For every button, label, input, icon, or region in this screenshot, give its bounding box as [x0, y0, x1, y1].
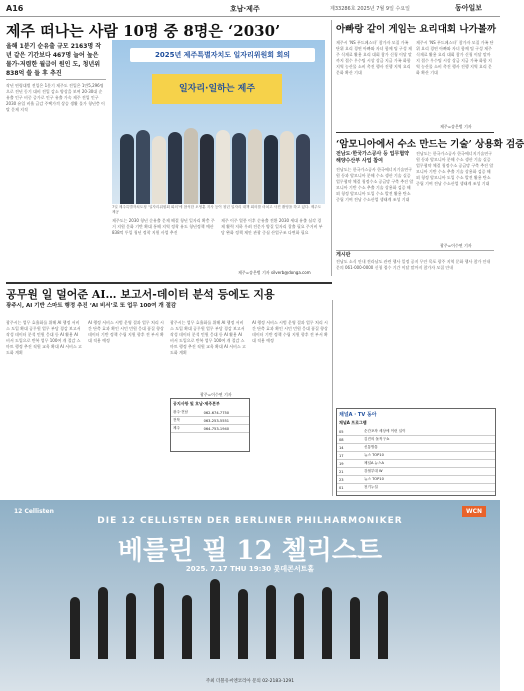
- table-row: [337, 428, 495, 436]
- article3-byline: 광주=이수연 기자: [440, 243, 472, 248]
- tv-show: 뉴스 TOP10: [362, 476, 495, 484]
- contact-box: [170, 398, 250, 452]
- divider: [336, 250, 494, 251]
- article3-lead: 전남도·한국가스공사 등 업무협약 해양수산부 사업 참여: [336, 151, 410, 164]
- person: [168, 132, 182, 204]
- tv-show: 채널A 뉴스A: [362, 460, 495, 468]
- article1-headline: 제주 떠나는 사람 10명 중 8명은 ‘2030’: [6, 22, 281, 40]
- table-row: [337, 476, 495, 484]
- issue-date: 제33286호 2025년 7월 9일 수요일: [330, 6, 410, 12]
- cellist: [322, 587, 332, 659]
- ad-title-en: DIE 12 CELLISTEN DER BERLINER PHILHARMONIKER: [97, 516, 403, 526]
- person: [264, 135, 278, 204]
- article4-body-col4: AI 행정 서비스 시범 운영 결과 업무 처리 시간 단축 효과 확인 시민 민원 응대 품질 향상 데이터 기반 정책 수립 지원 향후 전 부서 확대 적용 예정: [252, 320, 328, 343]
- person: [280, 131, 294, 204]
- tv-channel: 채널A: [339, 412, 353, 418]
- person: [184, 128, 198, 204]
- cellist: [182, 595, 192, 659]
- person: [152, 136, 166, 204]
- tv-time: 19: [337, 460, 362, 468]
- contact-phone: 063-253-5551: [202, 417, 249, 425]
- tv-title: 채널A 프로그램: [339, 420, 367, 425]
- ad-photo-cellists: [60, 580, 440, 675]
- tv-table: [337, 428, 495, 492]
- contact-title: 공지사항 및 호남·제주본부: [173, 401, 220, 406]
- cellist: [238, 589, 248, 659]
- contact-phone: 062-674-7750: [202, 409, 249, 417]
- contact-label: 전북: [171, 417, 202, 425]
- tv-time: 21: [337, 468, 362, 476]
- cellist: [154, 583, 164, 659]
- person: [200, 134, 214, 204]
- article1-body-col1: 작년 연령대별 전입은 1분기 제주도 전입은 1만5,296명으로 전년 동기 대비 전입 감소 양상을 보여 20·30대 순유출 인구 비중 증가로 인구 유출 가속 제주 전입 인구 2030 유입 비율 급감 주택가격 상승 생활 물가 청년층 이탈 문제 지적: [6, 83, 105, 112]
- contact-label: 광주·전남: [171, 409, 202, 417]
- cellist: [210, 579, 220, 659]
- photo-banner: 2025년 제주특별자치도 일자리위원회 회의: [130, 48, 315, 62]
- article3-headline: ‘암모니아에서 수소 만드는 기술’ 상용화 검증: [336, 139, 524, 150]
- cellist: [294, 593, 304, 659]
- article1-byline: 제주=송은범 기자 silverb@donga.com: [238, 270, 311, 275]
- tv-show: 순간포착 세상에 이런 일이: [362, 428, 495, 436]
- photo-caption: 7일 제주특별자치도청 ‘일자리위원회 회의’에 참석한 오영훈 지사 등이 청년 일자리 대책 회의를 마치고 사진 촬영을 하고 있다. 제주도 제공: [112, 205, 322, 214]
- tv-time: 01: [337, 484, 362, 492]
- section-title: 호남·제주: [230, 5, 260, 13]
- cellist: [378, 591, 388, 659]
- tv-time: 23: [337, 476, 362, 484]
- article2-body-col2: 제주시 ‘NS 푸드페스타’ 참가자 모집 가족 단위 요리 경연 아빠와 자녀 함께 팀 구성 제주 식재료 활용 요리 대회 참가 신청 이달 말까지 접수 우수팀 시상 상금 지급 가족 화합 지역 농산물 소비 촉진 행사 진행 지역 요리 문화 확산 기대: [416, 40, 494, 75]
- table-row: [337, 468, 495, 476]
- concert-advertisement: [0, 500, 500, 691]
- article4-body-col1: 광주시는 업무 효율화를 위해 AI 행정 서비스 도입 확대 공무원 업무 부담 경감 보고서 작성 데이터 분석 민원 응대 등 AI 활용 AI 비서 도입으로 반복 업무 100여 개 절감 스마트 행정 추진 직원 교육 확대 AI 서비스 고도화 계획: [6, 320, 82, 355]
- person: [248, 129, 262, 204]
- tv-time: 05: [337, 428, 362, 436]
- tv-channel: TV 동아: [357, 412, 377, 418]
- ad-date: 2025. 7.17 THU 19:30 롯데콘서트홀: [185, 565, 315, 573]
- article2-headline: 아빠랑 같이 게임는 요리대회 나가볼까: [336, 24, 497, 35]
- table-row: [337, 460, 495, 468]
- ad-org-logo: 12 Cellisten: [14, 508, 54, 515]
- ad-title-ko: 베를린 필 12 첼리스트: [117, 536, 383, 566]
- ad-footer: 주최 더블유씨엔코리아 문의 02-2183-1291: [205, 679, 295, 684]
- cellist: [350, 597, 360, 659]
- contact-table: [171, 409, 249, 433]
- table-row: [171, 417, 249, 425]
- table-row: [337, 484, 495, 492]
- tv-show: 신통방통: [362, 444, 495, 452]
- table-row: [337, 452, 495, 460]
- person: [136, 130, 150, 204]
- photo-sign: 일자리·일하는 제주: [152, 74, 282, 104]
- table-row: [171, 409, 249, 417]
- tv-show: 김진의 돌직구쇼: [362, 436, 495, 444]
- person: [296, 134, 310, 204]
- ad-sponsor-logo: WCN: [462, 506, 486, 517]
- article3-body-col2: 전남도는 한국가스공사 한국에너지기술연구원 등과 암모니아 분해 수소 생산 기술 실증 업무협약 체결 청정수소 공급망 구축 추진 암모니아 기반 수소 추출 기술 상용화 검증 해외 청정 암모니아 도입 수소 발전 활용 탄소중립 기여 전남 수소산업 생태계 조성 기대: [416, 151, 494, 186]
- article1-body-col2: 제주도는 2030 청년 순유출 문제 해결 청년 일자리 확충 주거 지원 문화 기반 확대 통해 지역 정착 유도 청년정책 예산 838억 투입 청년 정착 지원 사업 추진: [112, 218, 215, 235]
- cellist: [266, 585, 276, 659]
- cellist: [126, 593, 136, 659]
- notice-title: 게시판: [336, 252, 351, 258]
- table-row: [337, 444, 495, 452]
- notice-body: 전남도 소식 안내 전라남도 관련 행사 일정 공지 무안 목포 광주 지역 문화 행사 참가 안내 문의 061-000-0000 신청 접수 기간 이달 말까지 참가자 모집 안내: [336, 259, 491, 270]
- person: [216, 130, 230, 204]
- contact-phone: 064-753-1940: [202, 425, 249, 433]
- tv-show: 강철부대 W: [362, 468, 495, 476]
- column-divider: [332, 300, 333, 496]
- divider: [336, 132, 494, 133]
- article4-body-col3: 광주시는 업무 효율화를 위해 AI 행정 서비스 도입 확대 공무원 업무 부담 경감 보고서 작성 데이터 분석 민원 응대 등 AI 활용 AI 비서 도입으로 반복 업무 100여 개 절감 스마트 행정 추진 직원 교육 확대 AI 서비스 고도화 계획: [170, 320, 246, 355]
- person: [120, 134, 134, 204]
- tv-schedule: [336, 408, 496, 496]
- tv-time: 08: [337, 436, 362, 444]
- article4-headline: 공무원 일 덜어준 AI… 보고서-데이터 분석 등에도 지용: [6, 288, 275, 301]
- page-number: A16: [6, 4, 24, 13]
- article1-photo: [112, 40, 325, 204]
- article2-body-col1: 제주시 ‘NS 푸드페스타’ 참가자 모집 가족 단위 요리 경연 아빠와 자녀 함께 팀 구성 제주 식재료 활용 요리 대회 참가 신청 이달 말까지 접수 우수팀 시상 상금 지급 가족 화합 지역 농산물 소비 촉진 행사 진행 지역 요리 문화 확산 기대: [336, 40, 412, 75]
- article4-byline: 광주=이수연 기자: [200, 392, 232, 397]
- tv-show: 천기누설: [362, 484, 495, 492]
- table-row: [171, 425, 249, 433]
- divider: [6, 79, 106, 80]
- article4-lead: 광주시, AI 기반 스마트 행정 추진 ‘AI 비서’로 또 업무 100여 개 절감: [6, 303, 177, 309]
- tv-show: 뉴스 TOP10: [362, 452, 495, 460]
- section-rule: [6, 282, 332, 284]
- table-row: [337, 436, 495, 444]
- tv-time: 17: [337, 452, 362, 460]
- contact-label: 제주: [171, 425, 202, 433]
- cellist: [70, 597, 80, 659]
- tv-time: 14: [337, 444, 362, 452]
- column-divider: [331, 20, 332, 276]
- article1-body-col3: 제주 이주 열풍 이후 순유출 전환 2030 세대 유출 심각 경제 활력 저하 우려 전문가 양질 일자리 창출 필요 주거비 부담 완화 정책 제안 관광 중심 산업구조 다변화 필요: [221, 218, 323, 235]
- article1-lead: 올해 1분기 순유출 규모 2163명 작년 같은 기간보다 467명 늘어 높은 물가·저렴한 월급이 원인 도, 청년위 838억 쓸 들 후 추진: [6, 43, 102, 77]
- paper-logo: 동아일보: [455, 3, 483, 12]
- cellist: [98, 587, 108, 659]
- article4-body-col2: AI 행정 서비스 시범 운영 결과 업무 처리 시간 단축 효과 확인 시민 민원 응대 품질 향상 데이터 기반 정책 수립 지원 향후 전 부서 확대 적용 예정: [88, 320, 164, 343]
- masthead: [0, 0, 500, 17]
- article2-byline: 제주=송은범 기자: [440, 124, 472, 129]
- article3-body-col1: 전남도는 한국가스공사 한국에너지기술연구원 등과 암모니아 분해 수소 생산 기술 실증 업무협약 체결 청정수소 공급망 구축 추진 암모니아 기반 수소 추출 기술 상용화 검증 해외 청정 암모니아 도입 수소 발전 활용 탄소중립 기여 전남 수소산업 생태계 조성 기대: [336, 167, 414, 202]
- tv-channels: 채널A · TV 동아: [339, 412, 377, 418]
- person: [232, 133, 246, 204]
